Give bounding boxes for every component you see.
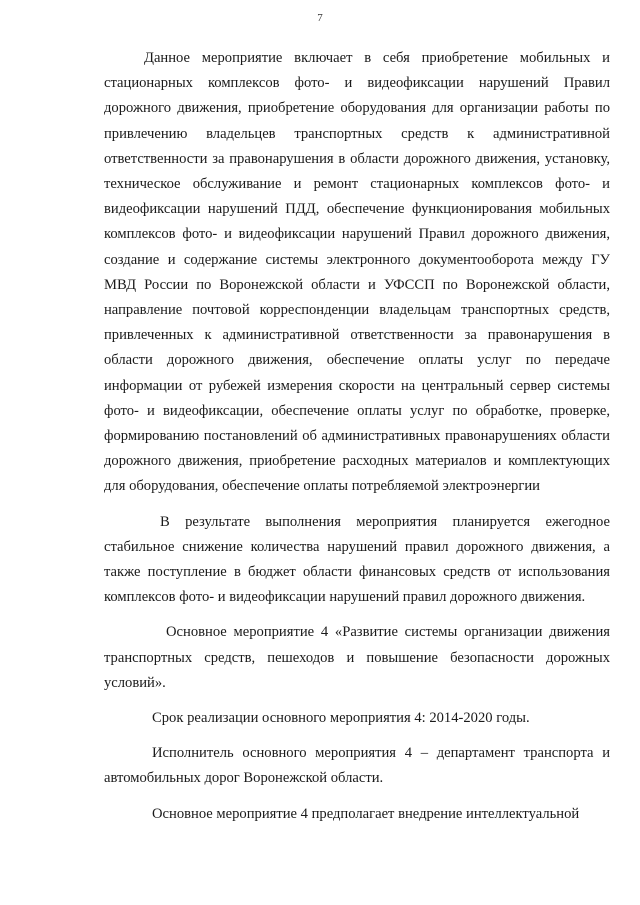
paragraph-implementation-period: Срок реализации основного мероприятия 4: 2014-2020 годы.	[152, 710, 530, 727]
paragraph-executor: Исполнитель основного мероприятия 4 – департамент транспорта и автомобильных дорог Воронежской области.	[104, 745, 610, 787]
document-body	[104, 46, 610, 827]
page-number: 7	[317, 12, 323, 24]
paragraph-measure-description: Данное мероприятие включает в себя приобретение мобильных и стационарных комплексов фото- и видеофиксации нарушений Правил дорожного движения, приобретение оборудования для организации работы по привлечению владельцев транспортных средств к административной ответственности за правонарушения в области дорожного движения, установку, техническое обслуживание и ремонт стационарных комплексов фото- и видеофиксации нарушений ПДД, обеспечение функционирования мобильных комплексов фото- и видеофиксации нарушений Правил дорожного движения, создание и содержание системы электронного документооборота между ГУ МВД России по Воронежской области и УФССП по Воронежской области, направление почтовой корреспонденции владельцам транспортных средств, привлеченных к административной ответственности за правонарушения в области дорожного движения, обеспечение оплаты услуг по передаче информации от рубежей измерения скорости на центральный сервер системы фото- и видеофиксации, обеспечение оплаты услуг по обработке, проверке, формированию постановлений об административных правонарушениях области дорожного движения, приобретение расходных материалов и комплектующих для оборудования, обеспечение оплаты потребляемой электроэнергии	[104, 50, 610, 495]
paragraph-main-measure-4-intro: Основное мероприятие 4 предполагает внедрение интеллектуальной	[152, 805, 580, 822]
paragraph-main-measure-4-title: Основное мероприятие 4 «Развитие системы организации движения транспортных средств, пешеходов и повышение безопасности дорожных условий».	[104, 624, 610, 691]
paragraph-expected-results: В результате выполнения мероприятия планируется ежегодное стабильное снижение количества нарушений правил дорожного движения, а также поступление в бюджет области финансовых средств от использования комплексов фото- и видеофиксации нарушений правил дорожного движения.	[104, 513, 610, 606]
